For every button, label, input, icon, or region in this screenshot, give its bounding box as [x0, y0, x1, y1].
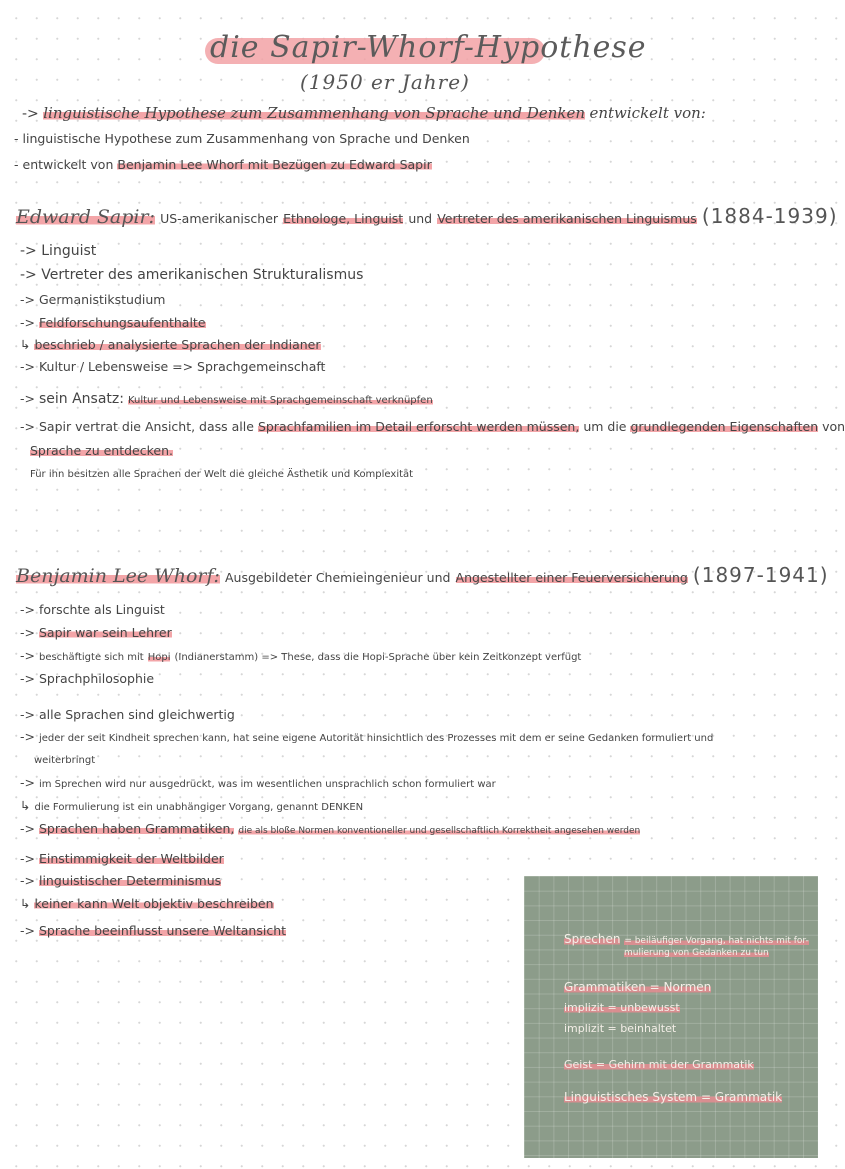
- whorf-item: [20, 601, 165, 619]
- intro-suffix: entwickelt von:: [589, 104, 706, 122]
- item-text: Kultur / Lebensweise: [38, 359, 169, 374]
- whorf-thesis-3: [20, 774, 496, 794]
- whorf-item: [20, 647, 581, 667]
- final-text: linguistischer Determinismus: [38, 873, 222, 888]
- arrow: ->: [20, 292, 35, 307]
- dash: -: [14, 131, 19, 146]
- whorf-name: Benjamin Lee Whorf:: [16, 565, 220, 587]
- view-text-4: Für ihn besitzen alle Sprachen der Welt die gleiche Ästhetik und Komplexität: [30, 469, 414, 480]
- box-line-1: [564, 932, 809, 946]
- box-def: implizit = beinhaltet: [564, 1022, 677, 1035]
- item-text: beschrieb / analysierte Sprachen der Indianer: [34, 337, 321, 352]
- whorf-years: (1897-1941): [692, 563, 829, 587]
- arrow: ->: [20, 625, 35, 640]
- sapir-header: [16, 204, 838, 228]
- view-text-3: von: [822, 419, 845, 434]
- dash: -: [14, 157, 19, 172]
- whorf-desc-hl: Angestellter einer Feuerversicherung: [455, 570, 688, 585]
- item-text: Sapir war sein Lehrer: [38, 625, 172, 640]
- whorf-header: [16, 563, 829, 587]
- thesis-hl: Sprachen haben Grammatiken,: [38, 821, 235, 836]
- arrow: ->: [20, 243, 37, 259]
- arrow: ->: [20, 419, 35, 434]
- arrow: ->: [22, 106, 39, 122]
- intro-authors: Benjamin Lee Whorf mit Bezügen zu Edward Sapir: [117, 157, 432, 172]
- sapir-desc-and: und: [408, 211, 433, 226]
- intro-hypothesis: linguistische Hypothese zum Zusammenhang von Sprache und Denken: [43, 104, 586, 122]
- arrow: ->: [20, 873, 35, 888]
- sapir-view-line-3: [30, 464, 413, 484]
- ansatz-text: Kultur und Lebensweise mit Sprachgemeinschaft verknüpfen: [127, 395, 433, 406]
- box-line-6: [564, 1090, 782, 1104]
- thesis-text: im Sprechen wird nur ausgedrückt, was im wesentlichen unsprachlich schon formuliert war: [38, 779, 496, 790]
- box-line-2: [564, 980, 711, 994]
- whorf-final: [20, 872, 221, 890]
- view-hl-3: Sprache zu entdecken.: [30, 443, 173, 458]
- whorf-thesis-2: [20, 728, 713, 748]
- whorf-item: [20, 624, 172, 642]
- whorf-desc: Ausgebildeter Chemieingenieur und: [225, 570, 451, 585]
- sapir-item: [20, 243, 96, 259]
- final-text: Einstimmigkeit der Weltbilder: [38, 851, 224, 866]
- item-hl: Hopi: [147, 652, 171, 663]
- box-def: = beiläufiger Vorgang, hat nichts mit for-: [624, 936, 809, 946]
- whorf-final: [20, 922, 286, 940]
- item-text: Feldforschungsaufenthalte: [38, 315, 206, 330]
- item-suffix: => Sprachgemeinschaft: [172, 359, 326, 374]
- item-text: Linguist: [41, 243, 97, 259]
- sapir-view-line-2: [30, 442, 173, 460]
- final-text: keiner kann Welt objektiv beschreiben: [34, 896, 274, 911]
- box-def: Grammatiken = Normen: [564, 980, 712, 994]
- arrow: ->: [20, 775, 35, 790]
- definitions-box: [524, 876, 818, 1158]
- box-def: Geist = Gehirn mit der Grammatik: [564, 1058, 754, 1071]
- box-def: mulierung von Gedanken zu tun: [624, 948, 769, 958]
- box-line-5: [564, 1058, 754, 1071]
- view-text: Sapir vertrat die Ansicht, dass alle: [38, 419, 254, 434]
- view-hl-2: grundlegenden Eigenschaften: [630, 419, 819, 434]
- arrow: ->: [20, 729, 35, 744]
- intro-text: linguistische Hypothese zum Zusammenhang von Sprache und Denken: [22, 131, 470, 146]
- intro-line-3: [14, 156, 432, 174]
- final-text: Sprache beeinflusst unsere Weltansicht: [38, 923, 287, 938]
- sapir-desc-hl-2: Vertreter des amerikanischen Linguismus: [437, 211, 697, 226]
- sapir-item: [20, 358, 325, 376]
- whorf-thesis-5: [20, 820, 640, 840]
- page-subtitle: (1950 er Jahre): [300, 70, 470, 94]
- whorf-thesis-2b: [34, 750, 95, 770]
- thesis-text: weiterbringt: [34, 755, 96, 766]
- view-text-2: um die: [583, 419, 627, 434]
- intro-prefix: entwickelt von: [22, 157, 114, 172]
- whorf-thesis-1: [20, 706, 235, 724]
- arrow: ->: [20, 602, 35, 617]
- whorf-final: [20, 850, 224, 868]
- box-def: implizit = unbewusst: [564, 1001, 680, 1014]
- item-suffix: (Indianerstamm) => These, dass die Hopi-Sprache über kein Zeitkonzept verfügt: [174, 652, 582, 663]
- arrow: ↳: [20, 337, 31, 352]
- thesis-text: jeder der seit Kindheit sprechen kann, hat seine eigene Autorität hinsichtlich des Prozesses mit dem er seine Gedanken formuliert und: [38, 733, 714, 744]
- box-def: Linguistisches System = Grammatik: [564, 1090, 783, 1104]
- thesis-text: die Formulierung ist ein unabhängiger Vorgang, genannt DENKEN: [34, 802, 364, 813]
- box-line-1b: [624, 948, 769, 958]
- box-line-4: [564, 1022, 676, 1035]
- sapir-years: (1884-1939): [701, 204, 838, 228]
- sapir-item: [20, 267, 363, 283]
- thesis-hl-2: die als bloße Normen konventioneller und gesellschaftlich Korrektheit angesehen werden: [238, 826, 641, 836]
- whorf-final: [20, 895, 274, 913]
- sapir-desc-hl: Ethnologe, Linguist: [283, 211, 404, 226]
- arrow: ->: [20, 648, 35, 663]
- sapir-name: Edward Sapir:: [16, 206, 155, 228]
- arrow: ->: [20, 267, 37, 283]
- item-text: beschäftigte sich mit: [38, 652, 144, 663]
- whorf-thesis-4: [20, 797, 363, 817]
- arrow: ->: [20, 359, 35, 374]
- thesis-text: alle Sprachen sind gleichwertig: [38, 707, 235, 722]
- item-text: Vertreter des amerikanischen Strukturalismus: [41, 267, 364, 283]
- sapir-view-line-1: [20, 418, 845, 436]
- ansatz-label: sein Ansatz:: [38, 391, 124, 407]
- arrow: ->: [20, 315, 35, 330]
- arrow: ->: [20, 671, 35, 686]
- box-term: Sprechen: [564, 932, 621, 946]
- sapir-item: [20, 291, 165, 309]
- view-hl: Sprachfamilien im Detail erforscht werden müssen,: [257, 419, 580, 434]
- sapir-ansatz: [20, 390, 433, 410]
- item-text: Sprachphilosophie: [38, 671, 155, 686]
- arrow: ↳: [20, 896, 31, 911]
- arrow: ->: [20, 821, 35, 836]
- arrow: ->: [20, 707, 35, 722]
- box-line-3: [564, 1001, 680, 1014]
- arrow: ↳: [20, 798, 31, 813]
- sapir-item: [20, 314, 206, 332]
- whorf-item: [20, 670, 154, 688]
- arrow: ->: [20, 851, 35, 866]
- item-text: Germanistikstudium: [38, 292, 166, 307]
- arrow: ->: [20, 923, 35, 938]
- arrow: ->: [20, 391, 35, 406]
- page-title: die Sapir-Whorf-Hypothese: [210, 30, 647, 65]
- intro-line-1: [22, 104, 706, 122]
- item-text: forschte als Linguist: [38, 602, 165, 617]
- sapir-item: [20, 336, 321, 354]
- sapir-desc: US-amerikanischer: [160, 211, 279, 226]
- intro-line-2: [14, 130, 470, 148]
